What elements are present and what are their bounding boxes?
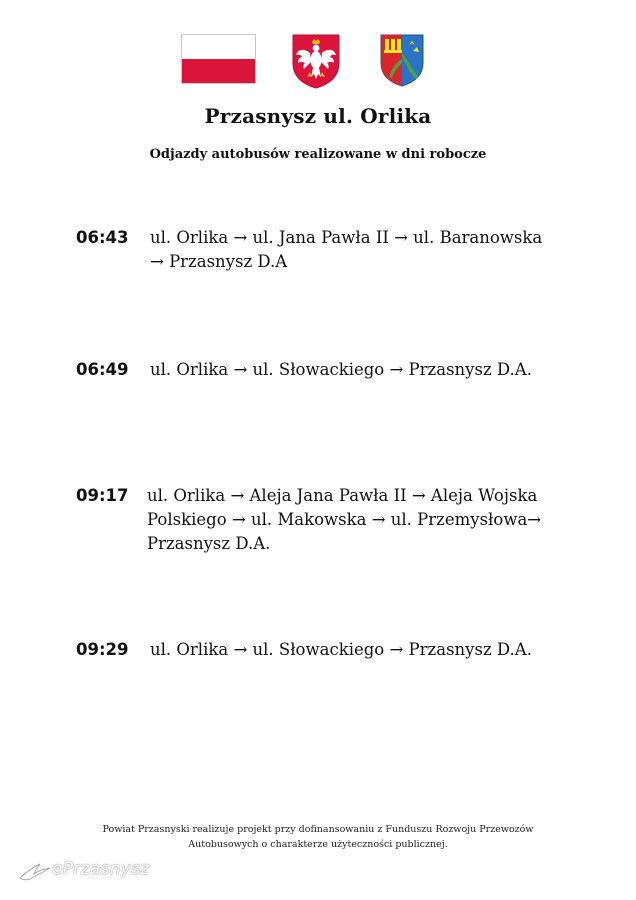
watermark [18,856,158,884]
departure-time: 09:17 [76,486,129,505]
route-line: ul. Orlika → Aleja Jana Pawła II → Aleja Wojska [147,486,538,505]
page-subtitle: Odjazdy autobusów realizowane w dni robocze [149,147,487,162]
route-line: Polskiego → ul. Makowska → ul. Przemysłowa→ [147,510,542,529]
departure-route [150,226,570,274]
county-coat-of-arms-icon [379,33,425,87]
departure-time: 09:29 [76,640,129,659]
departure-route [147,484,567,556]
route-line: Przasnysz D.A. [147,534,271,553]
footer-note [0,822,636,852]
page-title: Przasnysz ul. Orlika [204,104,432,128]
route-line: ul. Orlika → ul. Jana Pawła II → ul. Baranowska [150,228,543,247]
departure-time: 06:43 [76,228,129,247]
emblems-row [0,33,636,89]
poland-coat-of-arms-icon [291,33,341,89]
watermark-text: ePrzasnysz [52,859,150,879]
route-line: ul. Orlika → ul. Słowackiego → Przasnysz D.A. [150,360,532,379]
bird-logo-icon [18,858,52,882]
departure-route [150,638,570,662]
route-line: → Przasnysz D.A [150,252,288,271]
departure-time: 06:49 [76,360,129,379]
footer-line: Autobusowych o charakterze użyteczności publicznej. [188,839,448,850]
poland-flag-icon [181,34,256,84]
route-line: ul. Orlika → ul. Słowackiego → Przasnysz D.A. [150,640,532,659]
departure-route [150,358,570,382]
footer-line: Powiat Przasnyski realizuje projekt przy dofinansowaniu z Funduszu Rozwoju Przewozów [102,824,534,835]
